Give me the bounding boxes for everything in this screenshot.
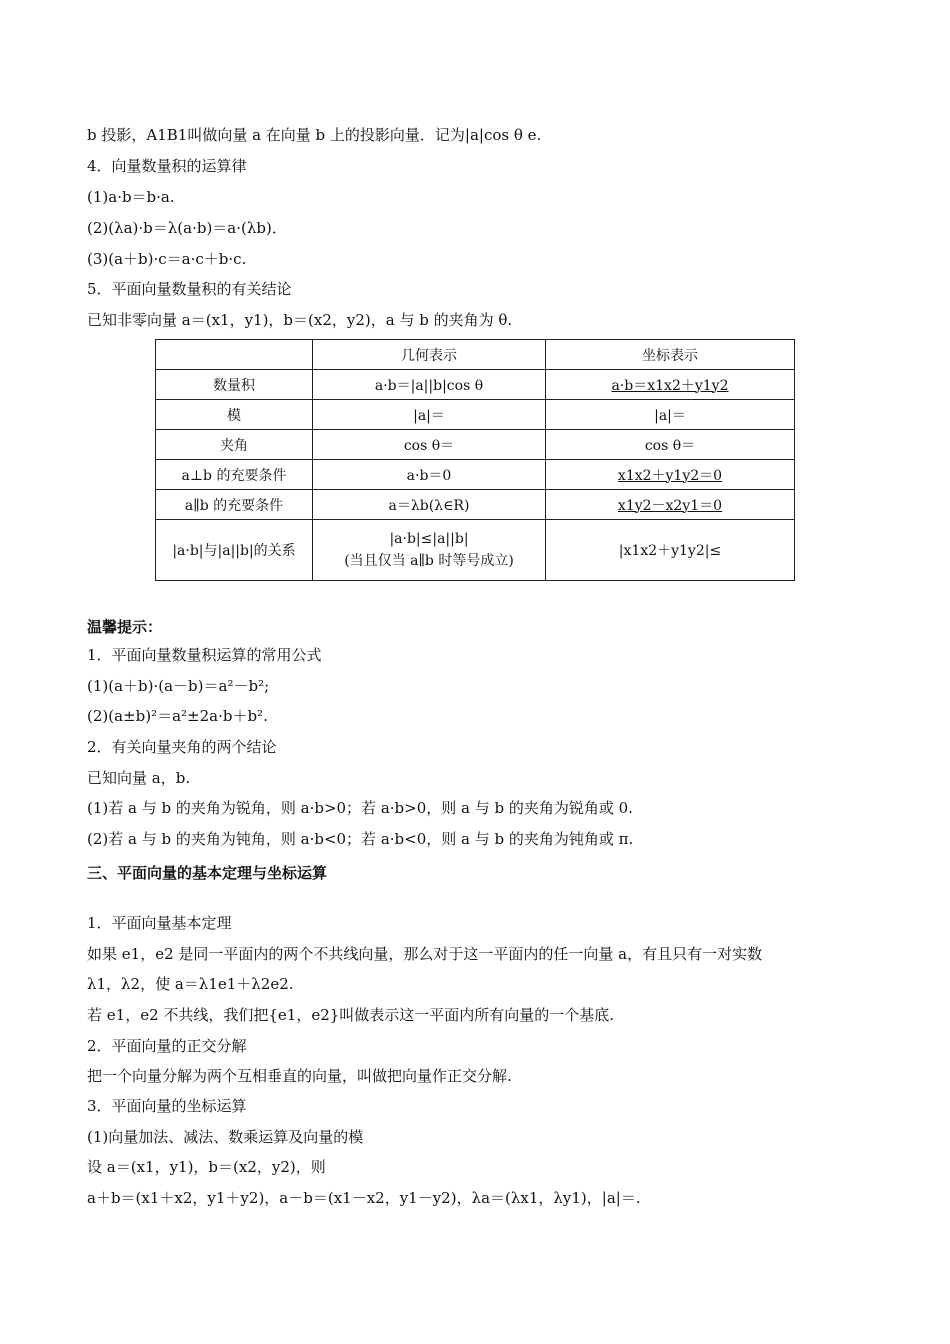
table-row xyxy=(156,370,795,400)
table-cell: |x1x2＋y1y2|≤ xyxy=(546,520,795,581)
underlined-answer: x1x2＋y1y2＝0 xyxy=(617,467,723,484)
table-row xyxy=(156,430,795,460)
table-cell xyxy=(546,370,795,400)
formula-line: (1)(a＋b)·(a－b)＝a²－b²; xyxy=(87,677,270,695)
section-heading: 三、平面向量的基本定理与坐标运算 xyxy=(87,864,328,882)
text-line: 已知非零向量 a＝(x1，y1)，b＝(x2，y2)，a 与 b 的夹角为 θ. xyxy=(87,311,513,329)
table-row xyxy=(156,460,795,490)
tip-heading: 温馨提示： xyxy=(87,618,163,636)
table-cell: 夹角 xyxy=(156,430,313,460)
table-cell: |a·b|与|a||b|的关系 xyxy=(156,520,313,581)
cell-line: (当且仅当 a∥b 时等号成立) xyxy=(344,553,514,569)
text-line: (1)若 a 与 b 的夹角为锐角，则 a·b>0；若 a·b>0，则 a 与 b 的夹角为锐角或 0. xyxy=(87,799,633,817)
table-header-row xyxy=(156,340,795,370)
table-row xyxy=(156,400,795,430)
cell-line: |a·b|≤|a||b| xyxy=(389,531,469,547)
formula-line: (2)(λa)·b＝λ(a·b)＝a·(λb)． xyxy=(87,219,287,237)
table-cell: |a|＝ xyxy=(313,400,546,430)
formula-line: (2)(a±b)²＝a²±2a·b＋b². xyxy=(87,707,268,725)
table-header-cell xyxy=(156,340,313,370)
text-line: (2)若 a 与 b 的夹角为钝角，则 a·b<0；若 a·b<0，则 a 与 b 的夹角为钝角或 π. xyxy=(87,830,634,848)
text-line: 已知向量 a，b. xyxy=(87,769,191,787)
table-cell: |a|＝ xyxy=(546,400,795,430)
table-row xyxy=(156,490,795,520)
table-cell xyxy=(546,460,795,490)
table-cell: a∥b 的充要条件 xyxy=(156,490,313,520)
subheading: 2．平面向量的正交分解 xyxy=(87,1037,247,1055)
text-line: 若 e1，e2 不共线，我们把{e1，e2}叫做表示这一平面内所有向量的一个基底. xyxy=(87,1006,615,1024)
table-header-cell: 坐标表示 xyxy=(546,340,795,370)
text-line: b 投影，A1B1叫做向量 a 在向量 b 上的投影向量．记为|a|cos θ e. xyxy=(87,126,542,144)
table-cell xyxy=(313,520,546,581)
formula-line: (3)(a＋b)·c＝a·c＋b·c. xyxy=(87,250,247,268)
table-cell: cos θ＝ xyxy=(313,430,546,460)
table-row xyxy=(156,520,795,581)
subheading: 4．向量数量积的运算律 xyxy=(87,157,247,175)
subheading: 1．平面向量基本定理 xyxy=(87,914,232,932)
text-line: 如果 e1，e2 是同一平面内的两个不共线向量，那么对于这一平面内的任一向量 a，有且只有一对实数 xyxy=(87,945,763,963)
subheading: 1．平面向量数量积运算的常用公式 xyxy=(87,646,322,664)
table-cell: a＝λb(λ∈R) xyxy=(313,490,546,520)
table-cell xyxy=(546,490,795,520)
underlined-answer: a·b＝x1x2＋y1y2 xyxy=(611,377,729,394)
table-cell: a·b＝|a||b|cos θ xyxy=(313,370,546,400)
text-line: 把一个向量分解为两个互相垂直的向量，叫做把向量作正交分解. xyxy=(87,1067,512,1085)
subheading: 2．有关向量夹角的两个结论 xyxy=(87,738,277,756)
table-header-cell: 几何表示 xyxy=(313,340,546,370)
subheading: 5．平面向量数量积的有关结论 xyxy=(87,280,292,298)
table-cell: 数量积 xyxy=(156,370,313,400)
dot-product-table xyxy=(155,339,795,581)
formula-line: (1)a·b＝b·a. xyxy=(87,188,175,206)
table-cell: cos θ＝ xyxy=(546,430,795,460)
formula-line: a＋b＝(x1＋x2，y1＋y2)，a－b＝(x1－x2，y1－y2)，λa＝(λx1，λy1)，|a|＝. xyxy=(87,1189,641,1207)
subheading: 3．平面向量的坐标运算 xyxy=(87,1097,247,1115)
text-line: (1)向量加法、减法、数乘运算及向量的模 xyxy=(87,1128,364,1146)
table-cell: a·b＝0 xyxy=(313,460,546,490)
text-line: 设 a＝(x1，y1)，b＝(x2，y2)，则 xyxy=(87,1158,326,1176)
text-line: λ1，λ2，使 a＝λ1e1＋λ2e2. xyxy=(87,975,294,993)
underlined-answer: x1y2－x2y1＝0 xyxy=(617,497,723,514)
table-cell: 模 xyxy=(156,400,313,430)
table-cell: a⊥b 的充要条件 xyxy=(156,460,313,490)
